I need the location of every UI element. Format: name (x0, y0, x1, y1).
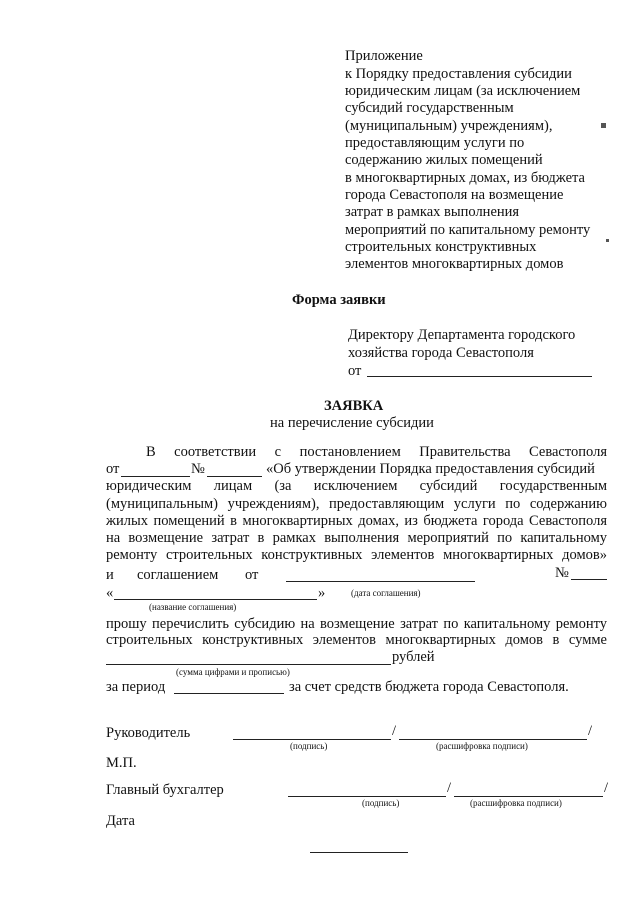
appendix-line: затрат в рамках выполнения (345, 204, 520, 220)
accountant-label: Главный бухгалтер (106, 782, 224, 798)
appendix-line: в многоквартирных домах, из бюджета (345, 170, 585, 186)
agreement-number-label: № (555, 565, 569, 581)
accountant-signature-field[interactable] (288, 796, 446, 797)
appendix-line: предоставляющим услуги по (345, 135, 525, 151)
hint-decode: (расшифровка подписи) (470, 798, 562, 808)
resolution-from-label: от (106, 461, 120, 477)
hint-signature: (подпись) (362, 798, 400, 808)
body-line: прошу перечислить субсидию на возмещение затрат по капитальному ремонту (106, 616, 607, 632)
body-line: на возмещение затрат в рамках выполнения мероприятий по капитальному (106, 530, 607, 546)
head-label: Руководитель (106, 725, 191, 741)
body-line: жилых помещений в многоквартирных домах, из бюджета города Севастополя (106, 513, 607, 529)
slash: / (447, 780, 452, 796)
head-decode-field[interactable] (399, 739, 587, 740)
scan-speck (606, 239, 609, 242)
slash: / (392, 723, 397, 739)
body-line: (муниципальным) учреждениям), предоставляющим услуги по содержанию (106, 496, 607, 512)
resolution-date-field[interactable] (121, 476, 190, 477)
appendix-line: города Севастополя на возмещение (345, 187, 564, 203)
scan-speck (601, 123, 606, 128)
hint-signature: (подпись) (290, 741, 328, 751)
quote-open: « (106, 585, 114, 601)
appendix-line: юридическим лицам (за исключением (345, 83, 581, 99)
addressee-line: хозяйства города Севастополя (348, 345, 534, 361)
accountant-decode-field[interactable] (454, 796, 603, 797)
document-subheading: на перечисление субсидии (270, 415, 434, 431)
slash: / (604, 780, 609, 796)
resolution-number-label: № (191, 461, 205, 477)
stamp-label: М.П. (106, 755, 137, 771)
appendix-line: субсидий государственным (345, 100, 514, 116)
hint-agreement-date: (дата соглашения) (351, 588, 421, 598)
period-label: за период (106, 679, 166, 695)
appendix-line: к Порядку предоставления субсидии (345, 66, 572, 82)
addressee-from-label: от (348, 363, 362, 379)
body-word: и (106, 567, 114, 583)
addressee-line: Директору Департамента городского (348, 327, 576, 343)
appendix-line: Приложение (345, 48, 423, 64)
document-heading: ЗАЯВКА (324, 398, 384, 414)
body-line: строительных конструктивных элементов многоквартирных домов в сумме (106, 632, 607, 648)
hint-decode: (расшифровка подписи) (436, 741, 528, 751)
agreement-number-field[interactable] (571, 579, 607, 580)
slash: / (588, 723, 593, 739)
appendix-line: мероприятий по капитальному ремонту (345, 222, 591, 238)
hint-agreement-name: (название соглашения) (149, 602, 237, 612)
period-text: за счет средств бюджета города Севастополя. (289, 679, 569, 695)
body-line: «Об утверждении Порядка предоставления субсидий (266, 461, 595, 477)
hint-amount: (сумма цифрами и прописью) (176, 667, 290, 677)
body-line: юридическим лицам (за исключением субсидий государственным (106, 478, 607, 494)
appendix-line: строительных конструктивных (345, 239, 537, 255)
appendix-line: содержанию жилых помещений (345, 152, 543, 168)
quote-close: » (318, 585, 326, 601)
appendix-line: элементов многоквартирных домов (345, 256, 564, 272)
body-word: соглашением (137, 567, 219, 583)
form-title: Форма заявки (292, 292, 386, 308)
head-signature-field[interactable] (233, 739, 391, 740)
resolution-number-field[interactable] (207, 476, 262, 477)
agreement-date-field[interactable] (286, 581, 475, 582)
agreement-name-field[interactable] (114, 599, 317, 600)
date-label: Дата (106, 813, 135, 829)
appendix-line: (муниципальным) учреждениям), (345, 118, 553, 134)
amount-field[interactable] (106, 664, 391, 665)
body-line: В соответствии с постановлением Правительства Севастополя (146, 444, 607, 460)
period-field[interactable] (174, 693, 284, 694)
body-line: ремонту строительных конструктивных элементов многоквартирных домов» (106, 547, 607, 563)
rubles-label: рублей (392, 649, 435, 665)
agreement-from-label: от (245, 567, 259, 583)
footer-divider (310, 852, 408, 853)
applicant-field[interactable] (367, 376, 592, 377)
